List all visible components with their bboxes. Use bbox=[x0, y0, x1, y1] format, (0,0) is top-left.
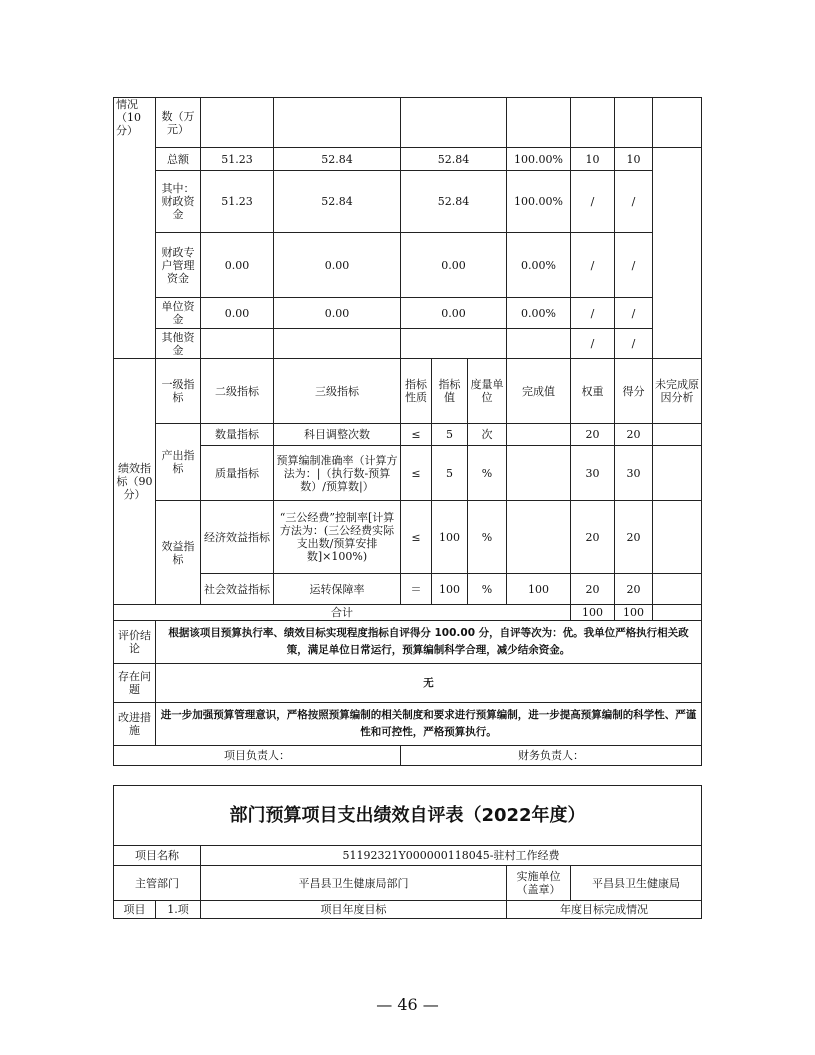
fund-value: 51.23 bbox=[201, 171, 274, 233]
measures-row: 改进措施 进一步加强预算管理意识，严格按照预算编制的相关制度和要求进行预算编制，进一步提高预算编制的科学性、严谨性和可控性，严格预算执行。 bbox=[114, 703, 702, 746]
project-name: 51192321Y000000118045-驻村工作经费 bbox=[201, 846, 702, 866]
fund-score: / bbox=[615, 329, 653, 359]
fund-value: 0.00 bbox=[274, 233, 401, 298]
level1-indicator: 效益指标 bbox=[156, 501, 201, 605]
fund-score: / bbox=[615, 298, 653, 329]
fund-value: 52.84 bbox=[401, 171, 507, 233]
dept-name: 平昌县卫生健康局部门 bbox=[201, 866, 507, 901]
fund-weight: / bbox=[571, 171, 615, 233]
total-row: 合计 100 100 bbox=[114, 605, 702, 621]
conclusion-row: 评价结论 根据该项目预算执行率、绩效目标实现程度指标自评得分 100.00 分，自评等次为：优。我单位严格执行相关政策，满足单位日常运行，预算编制科学合理，减少结余资金。 bbox=[114, 621, 702, 664]
self-evaluation-table bbox=[113, 97, 702, 766]
funds-section-label: 情况（10分） bbox=[114, 98, 156, 359]
fund-label: 总额 bbox=[156, 148, 201, 171]
page-number: — 46 — bbox=[376, 995, 439, 1014]
fund-value: 0.00 bbox=[274, 298, 401, 329]
indicator-section-label: 绩效指标（90分） bbox=[114, 359, 156, 605]
fund-score: / bbox=[615, 233, 653, 298]
fund-score: 10 bbox=[615, 148, 653, 171]
funds-row bbox=[114, 329, 702, 359]
funds-row bbox=[114, 148, 702, 171]
fund-label: 财政专户管理资金 bbox=[156, 233, 201, 298]
indicator-row: 产出指标 数量指标 科目调整次数 ≤ 5 次 20 20 bbox=[114, 424, 702, 446]
fund-value: 0.00 bbox=[201, 298, 274, 329]
fund-value: 0.00 bbox=[401, 233, 507, 298]
indicator-row: 效益指标 经济效益指标 “三公经费”控制率[计算方法为：(三公经费实际支出数/预算安排数]×100%) ≤ 100 % 20 20 bbox=[114, 501, 702, 574]
fund-value: 52.84 bbox=[274, 148, 401, 171]
funds-row bbox=[114, 171, 702, 233]
impl-unit: 平昌县卫生健康局 bbox=[571, 866, 702, 901]
fund-label: 其中：财政资金 bbox=[156, 171, 201, 233]
fund-value: 52.84 bbox=[401, 148, 507, 171]
unit-label: 数（万元） bbox=[156, 98, 201, 148]
indicator-row: 社会效益指标 运转保障率 ＝ 100 % 100 20 20 bbox=[114, 574, 702, 605]
problems-row: 存在问题 无 bbox=[114, 664, 702, 703]
fund-weight: / bbox=[571, 233, 615, 298]
funds-row bbox=[114, 233, 702, 298]
fund-weight: / bbox=[571, 329, 615, 359]
indicator-row: 质量指标 预算编制准确率（计算方法为：|（执行数-预算数）/预算数|） ≤ 5 % 30 30 bbox=[114, 446, 702, 501]
fund-weight: 10 bbox=[571, 148, 615, 171]
funds-row bbox=[114, 298, 702, 329]
fund-label: 单位资金 bbox=[156, 298, 201, 329]
fund-label: 其他资金 bbox=[156, 329, 201, 359]
fund-value: 0.00 bbox=[401, 298, 507, 329]
form-title: 部门预算项目支出绩效自评表（2022年度） bbox=[114, 786, 702, 846]
fund-rate: 0.00% bbox=[507, 298, 571, 329]
fund-weight: / bbox=[571, 298, 615, 329]
fund-rate: 0.00% bbox=[507, 233, 571, 298]
level1-indicator: 产出指标 bbox=[156, 424, 201, 501]
fund-value: 52.84 bbox=[274, 171, 401, 233]
fund-rate: 100.00% bbox=[507, 171, 571, 233]
fund-value: 51.23 bbox=[201, 148, 274, 171]
fund-rate: 100.00% bbox=[507, 148, 571, 171]
signers-row: 项目负责人： 财务负责人： bbox=[114, 746, 702, 766]
indicator-header-row: 绩效指标（90分） 一级指标 二级指标 三级指标 指标性质 指标值 度量单位 完成值 权重 得分 未完成原因分析 bbox=[114, 359, 702, 424]
fund-value: 0.00 bbox=[201, 233, 274, 298]
second-form-table: 部门预算项目支出绩效自评表（2022年度） 项目名称 51192321Y000000118045-驻村工作经费 主管部门 平昌县卫生健康局部门 实施单位（盖章） 平昌县卫生健康局 项目 1.项 项目年度目标 年度目标完成情况 bbox=[113, 785, 702, 919]
fund-score: / bbox=[615, 171, 653, 233]
